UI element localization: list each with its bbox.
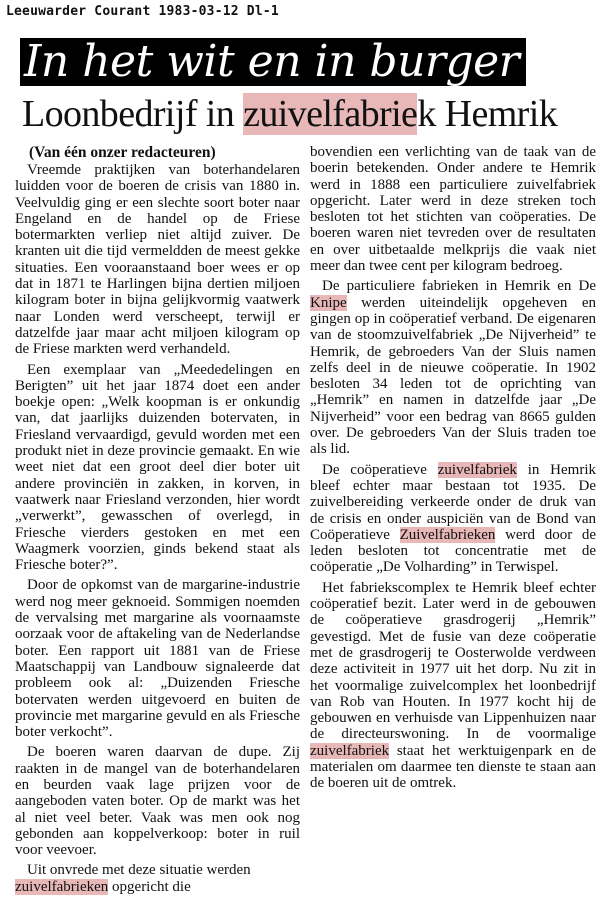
paragraph-text: De particuliere fabrieken in Hemrik en De	[322, 278, 596, 295]
headline-highlight: zuivelfabrie	[243, 93, 418, 135]
paragraph-text: De coöperatieve	[322, 461, 438, 478]
paragraph-text: Het fabriekscomplex te Hemrik bleef echter coöperatief bezit. Later werd in de gebouwen de coöperatieve grasdrogerij „Hemrik” gevestigd. Met de fusie van deze coöperatie met de grasdrogerij te Oosterwolde verdween deze activiteit in 1977 uit het dorp. Nu zit in het voormalige zuivelcomplex het loonbedrijf van Rob van Houten. In 1977 kocht hij de gebouwen en verhuisde van Lippenhuizen naar de directeurswoning. In de voormalige	[310, 579, 596, 743]
paragraph-text: Uit onvrede met deze situatie werden	[27, 862, 251, 879]
headline-text-before: Loonbedrijf in	[22, 93, 244, 135]
search-highlight: zuivelfabrieken	[15, 878, 109, 895]
article-column-left	[15, 144, 300, 899]
search-highlight: zuivelfabriek	[310, 742, 390, 759]
paragraph-text: opgericht die	[108, 878, 191, 895]
article-paragraph: bovendien een verlichting van de taak van de boerin betekenden. Onder andere te Hemrik werd in 1888 een particuliere zuivelfabriek opgericht. Later werd in deze streken toch besloten tot het stichten van coöperaties. De boeren waren niet tevreden over de resultaten en over uitbetaalde melkprijs die vaak niet meer dan twee cent per kilogram bedroeg.	[310, 144, 596, 275]
paragraph-text: in Hemrik bleef echter maar bestaan tot 1935. De zuivelbereiding verkeerde onder de druk van de crisis en onder auspiciën van de Bond van Coöperatieve	[310, 461, 596, 543]
paragraph-text: staat het werktuigenpark en de materialen om daarmee ten dienste te staan aan de boeren uit de omtrek.	[310, 742, 596, 792]
article-paragraph	[310, 580, 596, 792]
article-paragraph: Door de opkomst van de margarine-industrie werd nog meer geknoeid. Sommigen noemden de vervalsing met margarine als voornaamste oorzaak voor de aftakeling van de Nederlandse boter. Een rapport uit 1881 van de Friese Maatschappij van Landbouw signaleerde dat probleem ook al: „Duizenden Friesche botervaten werden uitgevoerd en buiten de provincie met margarine gevuld en als Friesche boter verkocht”.	[15, 577, 300, 741]
search-highlight: Zuivelfabrieken	[399, 526, 496, 543]
paragraph-text: werd door de leden besloten tot concentratie met de coöperatie „De Volharding” in Terwispel.	[310, 526, 597, 576]
article-paragraph: Een exemplaar van „Meededelingen en Berigten” uit het jaar 1874 doet een ander boekje open: „Welk koopman is er onkundig van, dat jaarlijks duizenden botervaten, in Friesland vervaardigd, gevuld worden met een produkt niet in deze provincie gemaakt. En wie weet niet dat een groot deel dier boter uit andere provinciën in zakken, in korven, in vaatwerk naar Friesland verzonden, hier wordt „verwerkt”, gewasschen of overlegd, in Friesche vierders gestoken en met een Waagmerk voorzien, ginds bekend staat als Friesche boter?”.	[15, 361, 300, 574]
article-paragraph: Vreemde praktijken van boterhandelaren luidden voor de boeren de crisis van 1880 in. Veelvuldig ging er een slechte soort boter naar Engeland en de handel op de Friese botermarkten verliep niet altijd zuiver. De kranten uit die tijd vermeldden de meest gekke situaties. Een vooraanstaand boer wees er op dat in 1871 te Harlingen bijna dertien miljoen kilogram boter in bijna gelijkvormig vaatwerk naar Londen werd verscheept, terwijl er datzelfde jaar maar acht miljoen kilogram op de Friese markten werd verhandeld.	[15, 162, 300, 358]
section-banner: In het wit en in burger	[20, 38, 526, 86]
search-highlight: Knipe	[310, 294, 347, 311]
headline	[22, 94, 582, 134]
source-line: Leeuwarder Courant 1983-03-12 Dl-1	[6, 4, 279, 19]
search-highlight: zuivelfabriek	[437, 461, 517, 478]
article-paragraph	[310, 462, 596, 576]
byline: (Van één onzer redacteuren)	[29, 144, 216, 161]
paragraph-text: werden uiteindelijk opgeheven en gingen op in coöperatief verband. De eigenaren van de stoomzuivelfabriek „De Nijverheid” te Hemrik, de gebroeders Van der Sluis namen zelfs deel in de nieuwe coöperatie. In 1902 besloten 34 leden tot de oprichting van „Hemrik” en namen in datzelfde jaar „De Nijverheid” voor een bedrag van 8665 gulden over. De gebroeders Van der Sluis traden toe als lid.	[310, 294, 596, 458]
headline-text-after: k Hemrik	[417, 93, 558, 135]
article-column-right	[310, 144, 596, 796]
article-paragraph-last	[15, 862, 300, 895]
article-paragraph: De boeren waren daarvan de dupe. Zij raakten in de mangel van de boterhandelaren en beurden vaak lage prijzen voor de aangeboden vaten boter. Op de markt was het al niet veel beter. Vaak was men ook nog gebonden aan koppelverkoop: boter in ruil voor veevoer.	[15, 744, 300, 859]
article-paragraph	[310, 278, 596, 457]
